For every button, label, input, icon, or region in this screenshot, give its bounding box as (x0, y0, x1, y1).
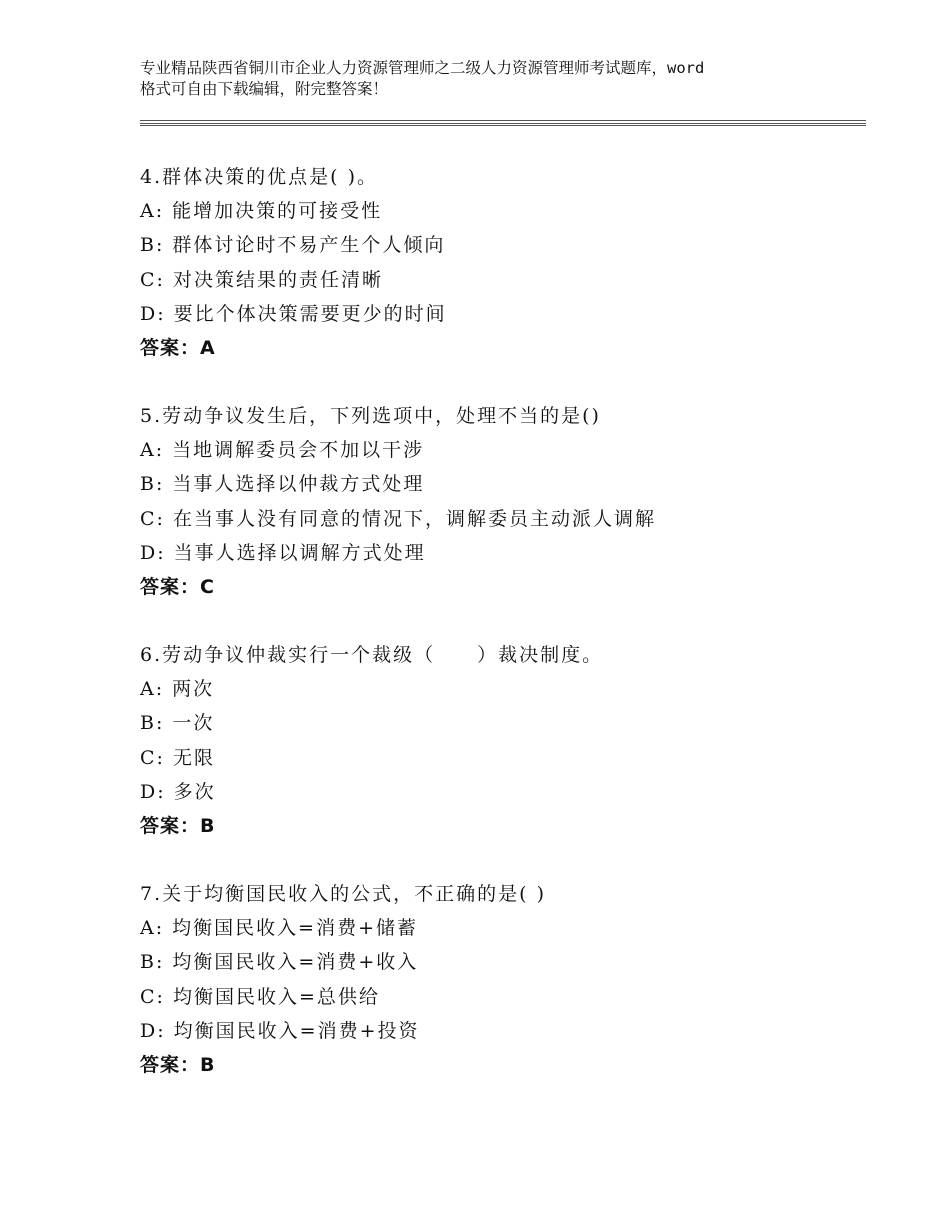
answer-label: 答案：A (140, 336, 216, 359)
question-block-4 (140, 160, 880, 365)
option-a: A: 当地调解委员会不加以干涉 (140, 439, 425, 462)
header-line-1: 专业精品陕西省铜川市企业人力资源管理师之二级人力资源管理师考试题库，word (140, 59, 705, 77)
option-a: A: 均衡国民收入=消费+储蓄 (140, 917, 419, 940)
question-block-5 (140, 399, 880, 604)
question-stem: 6.劳动争议仲裁实行一个裁级（ ）裁决制度。 (140, 644, 604, 666)
option-b: B: 一次 (140, 712, 215, 735)
option-c: C: 对决策结果的责任清晰 (140, 268, 383, 291)
option-c: C: 在当事人没有同意的情况下，调解委员主动派人调解 (140, 507, 656, 530)
question-stem: 4.群体决策的优点是( )。 (140, 166, 378, 188)
document-header (140, 58, 830, 100)
option-c: C: 无限 (140, 746, 215, 769)
option-d: D: 要比个体决策需要更少的时间 (140, 302, 447, 325)
option-d: D: 多次 (140, 780, 216, 803)
header-divider-middle (140, 123, 866, 124)
question-block-7 (140, 877, 880, 1082)
answer-label: 答案：C (140, 575, 215, 598)
option-c: C: 均衡国民收入=总供给 (140, 985, 380, 1008)
option-b: B: 当事人选择以仲裁方式处理 (140, 473, 425, 496)
answer-label: 答案：B (140, 1053, 216, 1076)
header-divider-top (140, 120, 866, 121)
header-line-2: 格式可自由下载编辑，附完整答案！ (140, 80, 389, 98)
option-a: A: 两次 (140, 678, 215, 701)
question-stem: 5.劳动争议发生后，下列选项中，处理不当的是() (140, 405, 601, 427)
answer-label: 答案：B (140, 814, 216, 837)
question-stem: 7.关于均衡国民收入的公式，不正确的是( ) (140, 883, 546, 905)
option-d: D: 均衡国民收入=消费+投资 (140, 1019, 420, 1042)
header-divider-bottom (140, 125, 866, 126)
option-a: A: 能增加决策的可接受性 (140, 200, 383, 223)
option-b: B: 均衡国民收入=消费+收入 (140, 951, 419, 974)
question-block-6 (140, 638, 880, 843)
option-b: B: 群体讨论时不易产生个人倾向 (140, 234, 446, 257)
option-d: D: 当事人选择以调解方式处理 (140, 541, 426, 564)
